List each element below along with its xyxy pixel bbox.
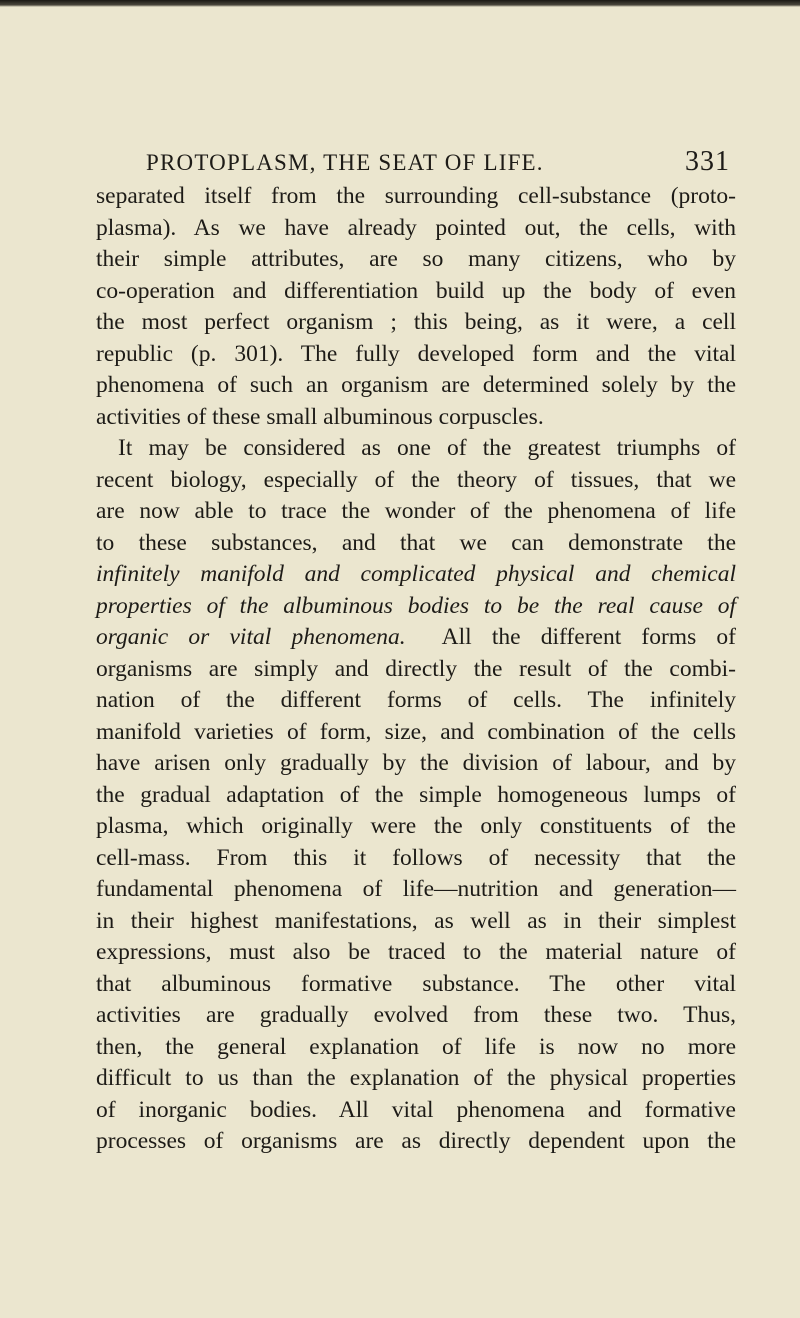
text-line: then, the general explanation of life is now no more [96,1033,736,1060]
text-line-italic: properties of the albuminous bodies to be the real cause of [96,592,736,619]
page-number: 331 [685,146,730,177]
text-line: the gradual adaptation of the simple homogeneous lumps of [96,781,736,808]
italic-phrase: organic or vital phenomena. [96,624,406,650]
text-line: plasma). As we have already pointed out, the cells, with [96,214,736,241]
text-line: activities are gradually evolved from these two. Thus, [96,1002,736,1028]
text-line: organisms are simply and directly the result of the combi- [96,655,736,682]
text-line: It may be considered as one of the greatest triumphs of [118,435,736,461]
text-line: that albuminous formative substance. The other vital [96,970,736,997]
text-line: processes of organisms are as directly dependent upon the [96,1128,736,1154]
text-line: to these substances, and that we can demonstrate the [96,529,736,556]
body-text [96,181,736,1158]
text-line: in their highest manifestations, as well as in their simplest [96,907,736,934]
text-fragment: All the different forms of [441,624,736,650]
text-line: separated itself from the surrounding cell-substance (proto- [96,183,736,209]
running-title: PROTOPLASM, THE SEAT OF LIFE. [146,150,544,175]
text-line: difficult to us than the explanation of the physical properties [96,1065,736,1091]
text-line: phenomena of such an organism are determined solely by the [96,372,736,398]
text-line: recent biology, especially of the theory of tissues, that we [96,466,736,493]
text-line: are now able to trace the wonder of the phenomena of life [96,498,736,524]
text-line: activities of these small albuminous corpuscles. [96,403,544,430]
text-line-italic: infinitely manifold and complicated physical and chemical [96,561,736,587]
text-line: expressions, must also be traced to the material nature of [96,939,736,965]
text-line: manifold varieties of form, size, and combination of the cells [96,718,736,745]
text-line: nation of the different forms of cells. The infinitely [96,687,736,713]
text-line: have arisen only gradually by the division of labour, and by [96,750,736,776]
text-line: their simple attributes, are so many citizens, who by [96,246,736,272]
text-line: republic (p. 301). The fully developed form and the vital [96,340,736,367]
running-header [146,146,730,186]
text-line: of inorganic bodies. All vital phenomena and formative [96,1096,736,1123]
text-line: plasma, which originally were the only constituents of the [96,813,736,839]
text-line: the most perfect organism ; this being, as it were, a cell [96,309,736,335]
text-line: fundamental phenomena of life—nutrition and generation— [96,876,736,902]
text-line: co-operation and differentiation build up the body of even [96,277,736,304]
text-line-mixed [96,622,736,654]
text-line: cell-mass. From this it follows of necessity that the [96,844,736,871]
